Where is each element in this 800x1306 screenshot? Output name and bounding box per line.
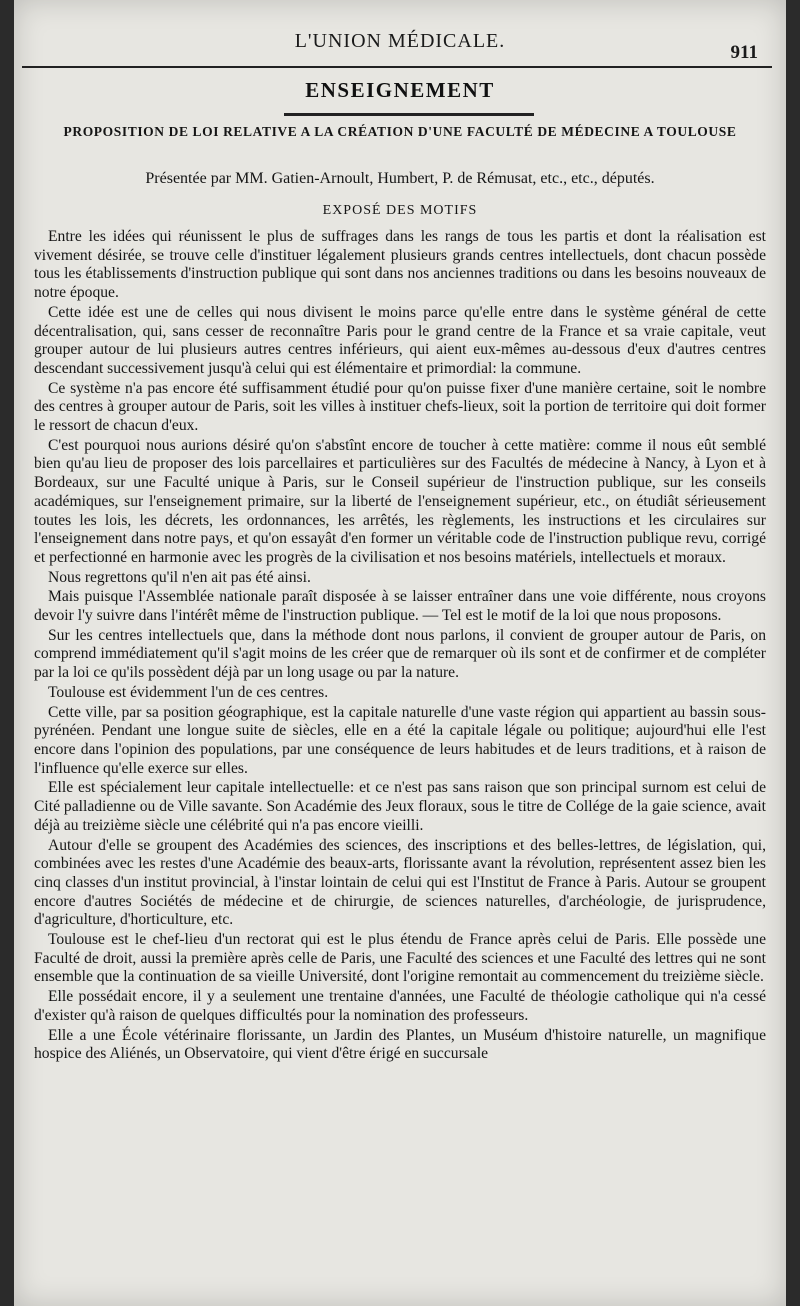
presented-by-line: Présentée par MM. Gatien-Arnoult, Humbert, P. de Rémusat, etc., etc., députés.: [145, 170, 655, 187]
paragraph: Toulouse est le chef-lieu d'un rectorat qui est le plus étendu de France après celui de Paris. Elle possède une Faculté de droit, aussi la première après celle de Paris, une Faculté des sciences et une Faculté des lettres qui ne sont ensemble que la continuation de sa vieille Université, dont l'origine remontait au commencement du treizième siècle.: [34, 931, 766, 986]
paragraph: Cette ville, par sa position géographique, est la capitale naturelle d'une vaste région qui appartient au bassin sous-pyrénéen. Pendant une longue suite de siècles, elle en a été la capitale légale ou politique; aujourd'hui elle l'est encore dans l'opinion des populations, par une conséquence de leurs habitudes et de leurs traditions, et à raison de l'influence qu'elle exerce sur elles.: [34, 703, 766, 777]
page-sheet: [14, 0, 786, 1306]
paragraph: Ce système n'a pas encore été suffisamment étudié pour qu'on puisse fixer d'une manière certaine, soit le nombre des centres à grouper autour de Paris, soit les villes à instituer chefs-lieux, soit la portion de territoire qui doit former le ressort de chacun d'eux.: [34, 379, 766, 435]
paragraph: Entre les idées qui réunissent le plus de suffrages dans les rangs de tous les partis et dont la réalisation est vivement désirée, se trouve celle d'instituer légalement plusieurs grands centres intellectuels, dont chacun possède tous les établissements d'instruction publique qui sont dans nos anciennes traditions ou dans les besoins nouveaux de notre époque.: [34, 228, 766, 302]
paragraph: Mais puisque l'Assemblée nationale paraît disposée à se laisser entraîner dans une voie différente, nous croyons devoir l'y suivre dans l'intérêt même de l'instruction publique. — Tel est le motif de la loi que nous proposons.: [34, 588, 766, 625]
paragraph: Elle a une École vétérinaire florissante, un Jardin des Plantes, un Muséum d'histoire naturelle, un magnifique hospice des Aliénés, un Observatoire, qui vient d'être érigé en succursale: [34, 1026, 766, 1063]
paragraph: Elle est spécialement leur capitale intellectuelle: et ce n'est pas sans raison que son principal surnom est celui de Cité palladienne ou de Ville savante. Son Académie des Jeux floraux, sous le titre de Collége de la gaie science, avait déjà au treizième siècle une célébrité qui n'a pas encore vieilli.: [34, 779, 766, 834]
paragraph: C'est pourquoi nous aurions désiré qu'on s'abstînt encore de toucher à cette matière: comme il nous eût semblé bien qu'au lieu de proposer des lois parcellaires et particulières sur des Facultés de médecine à Nancy, à Lyon et à Bordeaux, sur une Faculté unique à Paris, sur le Conseil supérieur de l'instruction publique, sur les conseils académiques, sur l'enseignement primaire, sur la liberté de l'enseignement supérieur, etc., on étudiât sérieusement toutes les lois, les décrets, les ordonnances, les arrêtés, les règlements, les instructions et les circulaires sur l'enseignement dans notre pays, et qu'on essayât d'en former un véritable code de l'instruction publique revu, corrigé et perfectionné en harmonie avec les progrès de la civilisation et nos besoins matériels, intellectuels et moraux.: [34, 436, 766, 566]
page-header: [34, 30, 766, 63]
page-number: 911: [730, 42, 758, 63]
expose-heading: EXPOSÉ DES MOTIFS: [322, 203, 478, 218]
paragraph: Toulouse est évidemment l'un de ces centres.: [48, 683, 329, 701]
body-text: [34, 228, 766, 1248]
header-rule: [22, 66, 772, 68]
paragraph: Elle possédait encore, il y a seulement une trentaine d'années, une Faculté de théologie catholique qui n'a cessé d'exister qu'à raison de quelques difficultés pour la nomination des professeurs.: [34, 988, 766, 1024]
proposal-title: PROPOSITION DE LOI RELATIVE A LA CRÉATION D'UNE FACULTÉ DE MÉDECINE A TOULOUSE: [63, 124, 737, 139]
paragraph: Nous regrettons qu'il n'en ait pas été ainsi.: [48, 568, 311, 586]
running-title: L'UNION MÉDICALE.: [294, 30, 506, 52]
section-rule: [284, 113, 534, 116]
paragraph: Autour d'elle se groupent des Académies des sciences, des inscriptions et des belles-lettres, de législation, qui, combinées avec les restes d'une Académie des beaux-arts, florissante avant la révolution, représentent assez bien les cinq classes d'un institut provincial, à l'instar lointain de celui qui est l'Institut de France à Paris. Autour se groupent encore d'autres Sociétés de médecine et de chirurgie, de sciences naturelles, d'archéologie, de jurisprudence, d'agriculture, d'horticulture, etc.: [34, 836, 766, 929]
section-heading: ENSEIGNEMENT: [305, 78, 495, 102]
paragraph: Sur les centres intellectuels que, dans la méthode dont nous parlons, il convient de grouper autour de Paris, on comprend immédiatement qu'il s'agit moins de les créer que de remarquer où ils sont et de confirmer et de compléter par la loi ce qu'ils possèdent déjà par un long usage ou par la nature.: [34, 626, 766, 682]
paragraph: Cette idée est une de celles qui nous divisent le moins parce qu'elle entre dans le système général de cette décentralisation, qui, sans cesser de reconnaître Paris pour le grand centre de la France et sa vraie capitale, veut grouper autour de lui plusieurs autres centres inférieurs, qui aient eux-mêmes au-dessous d'eux d'autres centres descendant successivement jusqu'à celui qui est élémentaire et primordial: la commune.: [34, 303, 766, 377]
